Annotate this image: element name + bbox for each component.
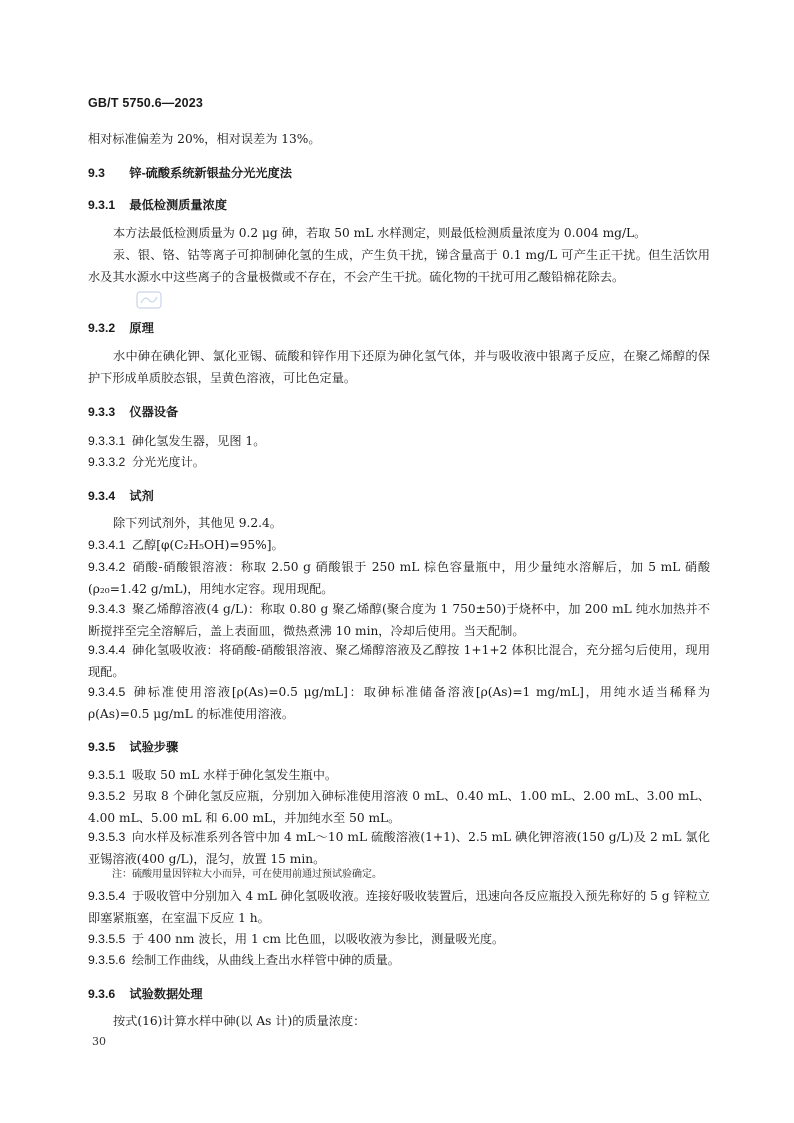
item-number: 9.3.5.3 bbox=[88, 830, 126, 844]
item-number: 9.3.5.2 bbox=[88, 789, 126, 803]
list-item bbox=[88, 765, 710, 787]
section-heading-9-3-2 bbox=[88, 319, 154, 336]
paragraph: 汞、银、铬、钴等离子可抑制砷化氢的生成，产生负干扰，锑含量高于 0.1 mg/L 可产生正干扰。但生活饮用水及其水源水中这些离子的含量极微或不存在，不会产生干扰。硫化物的干扰可用乙酸铅棉花除去。 bbox=[88, 248, 710, 284]
section-heading-9-3 bbox=[88, 164, 292, 181]
standard-code: GB/T 5750.6—2023 bbox=[88, 96, 204, 110]
item-text: 乙醇[φ(C₂H₅OH)=95%]。 bbox=[131, 538, 284, 552]
section-number: 9.3.5 bbox=[88, 740, 116, 754]
paragraph: 本方法最低检测质量为 0.2 μg 砷，若取 50 mL 水样测定，则最低检测质量浓度为 0.004 mg/L。 bbox=[113, 226, 647, 240]
section-number: 9.3 bbox=[88, 166, 105, 180]
paragraph: 水中砷在碘化钾、氯化亚锡、硫酸和锌作用下还原为砷化氢气体，并与吸收液中银离子反应，在聚乙烯醇的保护下形成单质胶态银，呈黄色溶液，可比色定量。 bbox=[88, 349, 710, 385]
item-number: 9.3.5.1 bbox=[88, 768, 126, 782]
item-text: 分光光度计。 bbox=[131, 455, 205, 469]
watermark-logo-icon bbox=[136, 291, 162, 309]
item-number: 9.3.3.2 bbox=[88, 455, 126, 469]
list-item bbox=[88, 786, 710, 829]
section-title: 仪器设备 bbox=[129, 405, 179, 419]
intro-line: 相对标准偏差为 20%，相对误差为 13%。 bbox=[88, 132, 321, 146]
item-number: 9.3.4.4 bbox=[88, 643, 126, 657]
section-heading-9-3-6 bbox=[88, 985, 203, 1002]
list-item bbox=[88, 640, 710, 683]
section-heading-9-3-3 bbox=[88, 403, 178, 420]
item-number: 9.3.4.2 bbox=[88, 560, 126, 574]
page-number: 30 bbox=[92, 1035, 106, 1048]
item-text: 硝酸-硝酸银溶液：称取 2.50 g 硝酸银于 250 mL 棕色容量瓶中，用少量纯水溶解后，加 5 mL 硝酸(ρ₂₀=1.42 g/mL)，用纯水定容。现用现配。 bbox=[88, 560, 711, 596]
item-number: 9.3.5.6 bbox=[88, 953, 126, 967]
section-title: 试验数据处理 bbox=[129, 987, 203, 1001]
section-number: 9.3.4 bbox=[88, 489, 116, 503]
section-number: 9.3.3 bbox=[88, 405, 116, 419]
list-item bbox=[88, 535, 710, 557]
section-title: 锌-硫酸系统新银盐分光光度法 bbox=[129, 166, 292, 180]
list-item bbox=[88, 950, 710, 972]
item-text: 聚乙烯醇溶液(4 g/L)：称取 0.80 g 聚乙烯醇(聚合度为 1 750±50)于烧杯中，加 200 mL 纯水加热并不断搅拌至完全溶解后，盖上表面皿，微热煮沸 10 min，冷却后使用。当天配制。 bbox=[88, 602, 711, 638]
list-item bbox=[88, 682, 710, 725]
item-number: 9.3.5.4 bbox=[88, 889, 126, 903]
section-heading-9-3-4 bbox=[88, 487, 154, 504]
item-text: 砷标准使用溶液[ρ(As)=0.5 μg/mL]：取砷标准储备溶液[ρ(As)=1 mg/mL]，用纯水适当稀释为 ρ(As)=0.5 μg/mL 的标准使用溶液。 bbox=[88, 685, 711, 721]
list-item bbox=[88, 886, 710, 929]
section-number: 9.3.2 bbox=[88, 321, 116, 335]
item-number: 9.3.4.5 bbox=[88, 685, 126, 699]
section-title: 试验步骤 bbox=[129, 740, 179, 754]
item-text: 于 400 nm 波长，用 1 cm 比色皿，以吸收液为参比，测量吸光度。 bbox=[131, 932, 505, 946]
item-text: 另取 8 个砷化氢反应瓶，分别加入砷标准使用溶液 0 mL、0.40 mL、1.00 mL、2.00 mL、3.00 mL、4.00 mL、5.00 mL 和 6.00 mL，并加纯水至 50 mL。 bbox=[88, 789, 710, 825]
section-heading-9-3-1 bbox=[88, 196, 227, 213]
list-item bbox=[88, 557, 710, 600]
item-text: 砷化氢发生器，见图 1。 bbox=[131, 434, 266, 448]
section-title: 原理 bbox=[129, 321, 154, 335]
item-number: 9.3.4.1 bbox=[88, 538, 126, 552]
section-heading-9-3-5 bbox=[88, 738, 178, 755]
item-text: 吸取 50 mL 水样于砷化氢发生瓶中。 bbox=[131, 768, 338, 782]
item-text: 于吸收管中分别加入 4 mL 砷化氢吸收液。连接好吸收装置后，迅速向各反应瓶投入预先称好的 5 g 锌粒立即塞紧瓶塞，在室温下反应 1 h。 bbox=[88, 889, 710, 925]
list-item bbox=[88, 929, 710, 951]
section-title: 最低检测质量浓度 bbox=[129, 198, 227, 212]
item-number: 9.3.3.1 bbox=[88, 434, 126, 448]
section-number: 9.3.1 bbox=[88, 198, 116, 212]
list-item bbox=[88, 431, 710, 453]
item-number: 9.3.5.5 bbox=[88, 932, 126, 946]
item-text: 绘制工作曲线，从曲线上查出水样管中砷的质量。 bbox=[131, 953, 400, 967]
item-text: 砷化氢吸收液：将硝酸-硝酸银溶液、聚乙烯醇溶液及乙醇按 1+1+2 体积比混合，充分摇匀后使用，现用现配。 bbox=[88, 643, 711, 679]
item-text: 向水样及标准系列各管中加 4 mL～10 mL 硫酸溶液(1+1)、2.5 mL 碘化钾溶液(150 g/L)及 2 mL 氯化亚锡溶液(400 g/L)，混匀，放置 15 min。 bbox=[88, 830, 710, 866]
list-item bbox=[88, 827, 710, 870]
section-title: 试剂 bbox=[129, 489, 154, 503]
item-number: 9.3.4.3 bbox=[88, 602, 126, 616]
paragraph: 除下列试剂外，其他见 9.2.4。 bbox=[113, 516, 282, 530]
list-item bbox=[88, 599, 710, 642]
paragraph: 按式(16)计算水样中砷(以 As 计)的质量浓度： bbox=[113, 1014, 366, 1028]
note: 注：硫酸用量因锌粒大小而异，可在使用前通过预试验确定。 bbox=[112, 869, 382, 880]
section-number: 9.3.6 bbox=[88, 987, 116, 1001]
list-item bbox=[88, 452, 710, 474]
